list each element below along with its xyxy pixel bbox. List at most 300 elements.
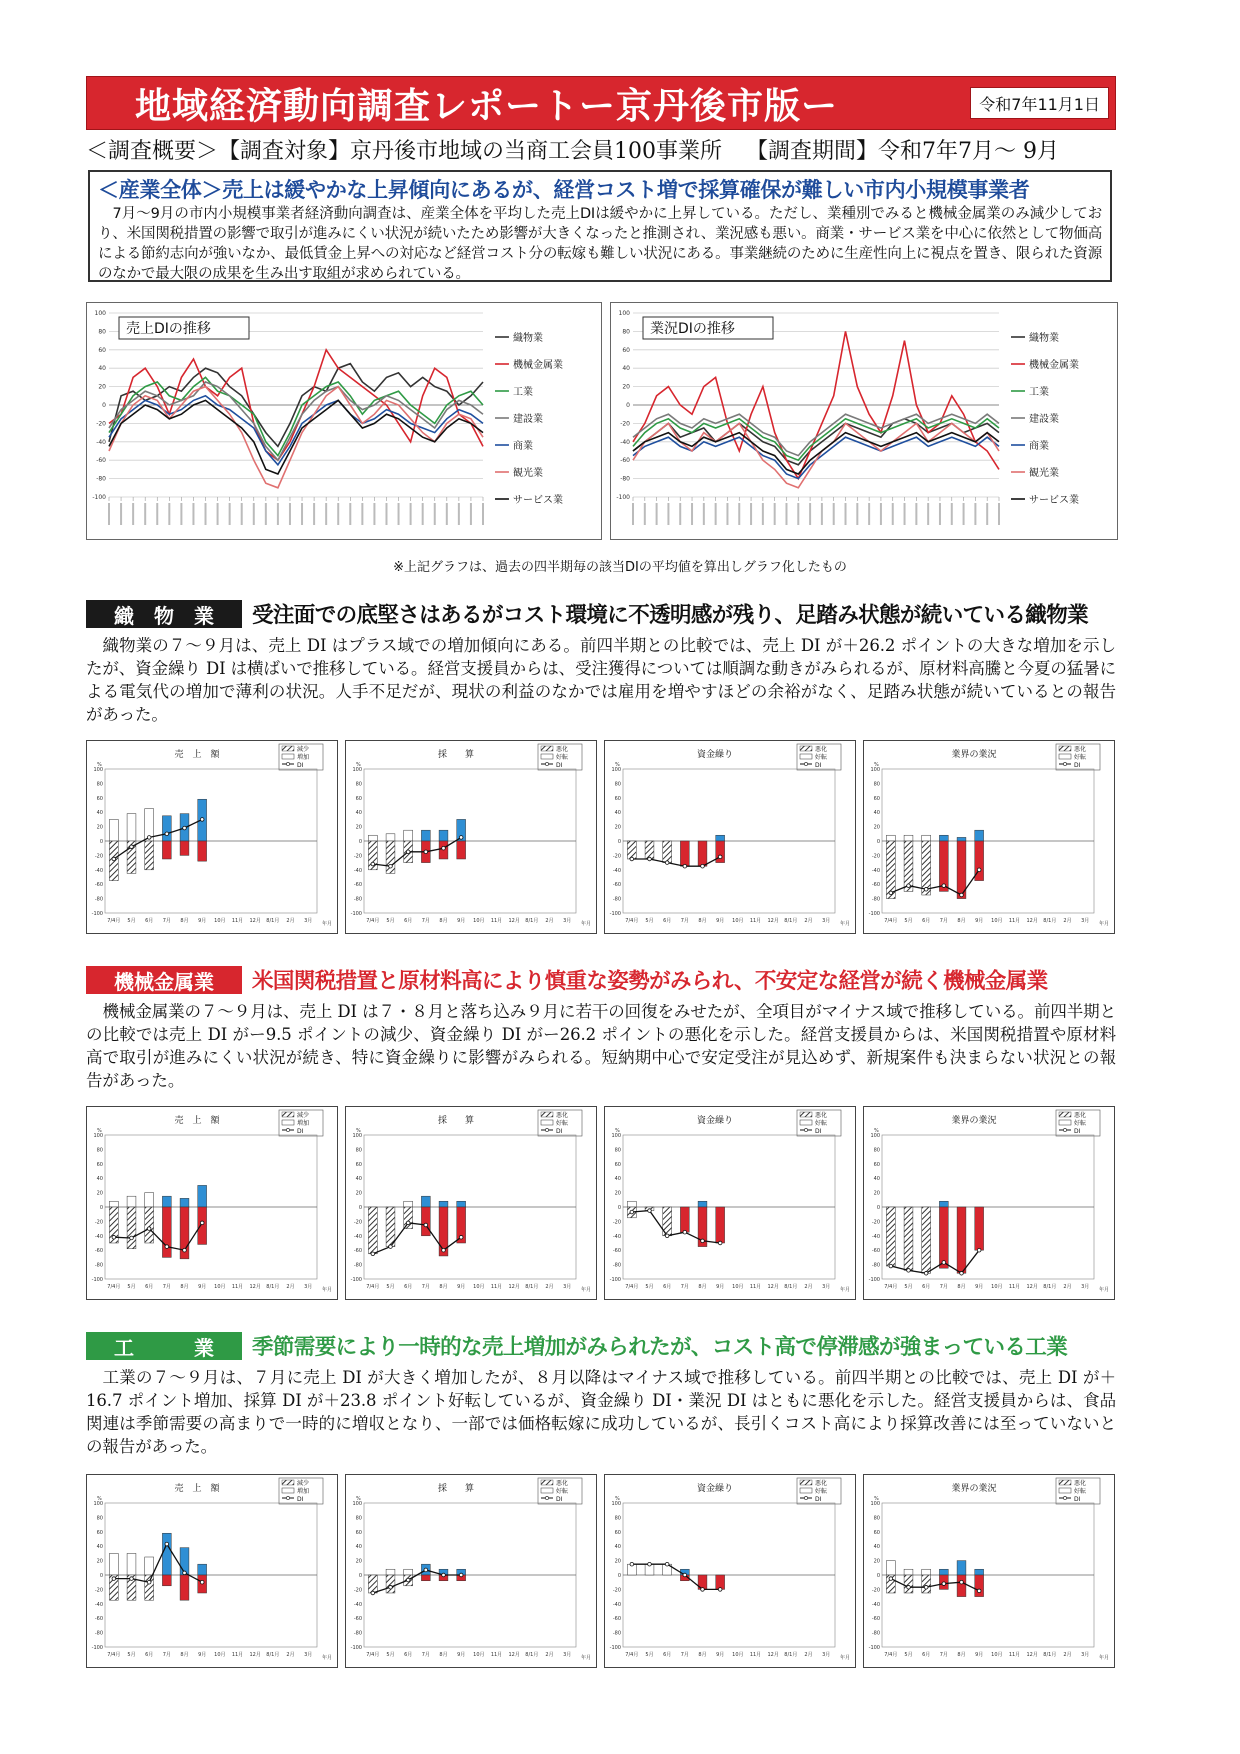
y-tick-label: -100 <box>609 1277 621 1283</box>
bar-negative <box>145 1575 154 1600</box>
y-tick-label: 80 <box>873 781 880 788</box>
bar-positive <box>904 1569 913 1575</box>
x-tick-label: 11月 <box>1008 1284 1021 1290</box>
x-tick-label: 11月 <box>231 918 244 924</box>
legend-label: 好転 <box>815 754 828 761</box>
x-tick-label: 7月 <box>680 1284 689 1290</box>
x-tick-label: 7/4月 <box>625 1284 639 1290</box>
y-tick-label: -80 <box>871 1630 880 1637</box>
di-point <box>147 1580 151 1584</box>
x-tick-label-mark <box>726 503 728 525</box>
y-tick-label: 100 <box>94 310 106 317</box>
legend-label: 悪化 <box>815 746 828 753</box>
x-tick-label: 7月 <box>939 918 948 924</box>
bar-negative <box>922 1207 931 1273</box>
y-tick-label: -40 <box>94 867 103 874</box>
x-tick-label-mark <box>715 503 717 525</box>
di-point <box>977 1248 981 1252</box>
di-point <box>683 864 687 868</box>
legend-label: DI <box>556 1128 563 1135</box>
x-tick-label: 8月 <box>180 918 189 924</box>
x-tick-label-mark <box>120 503 122 525</box>
y-tick-label: 40 <box>614 1176 621 1183</box>
y-tick-label: -20 <box>612 1587 621 1594</box>
di-point <box>718 855 722 859</box>
x-tick-label: 8月 <box>439 1652 448 1658</box>
bar-positive <box>975 830 984 841</box>
legend-label: 増加 <box>297 1120 310 1127</box>
x-tick-label-mark <box>904 503 906 525</box>
y-tick-label: 80 <box>622 328 630 336</box>
legend-label: 好転 <box>1074 1488 1087 1495</box>
x-tick-label: 3月 <box>1081 1652 1090 1658</box>
x-tick-label: 5月 <box>386 1652 395 1658</box>
y-tick-label: -60 <box>612 1248 621 1255</box>
y-tick-label: 60 <box>873 795 880 802</box>
x-tick-label-mark <box>738 503 740 525</box>
x-tick-label-mark <box>398 503 400 525</box>
outline-label: ＜調査概要＞ <box>86 139 219 164</box>
x-tick-label: 9月 <box>716 1284 725 1290</box>
bar-positive <box>957 1561 966 1575</box>
x-tick-label-mark <box>762 503 764 525</box>
legend-label: 織物業 <box>513 333 543 344</box>
legend-label: 観光業 <box>513 468 543 479</box>
business-di-chart-svg <box>611 303 1117 539</box>
x-tick-label: 7月 <box>162 918 171 924</box>
legend-label: 好転 <box>556 1120 569 1127</box>
bar-negative <box>145 1207 154 1243</box>
y-tick-label: 80 <box>96 1147 103 1154</box>
y-tick-label: -60 <box>94 882 103 889</box>
sales-di-chart <box>86 302 602 540</box>
di-point <box>442 1248 446 1252</box>
legend-swatch <box>282 1480 294 1485</box>
legend-swatch <box>804 1128 807 1131</box>
legend-label: 建設業 <box>513 414 543 425</box>
legend-label: 機械金属業 <box>1029 360 1079 371</box>
y-unit-label: % <box>615 1496 620 1502</box>
x-tick-label: 9月 <box>198 918 207 924</box>
di-point <box>924 1271 928 1275</box>
legend-label: 悪化 <box>556 1112 569 1119</box>
x-tick-label: 11月 <box>749 1284 762 1290</box>
x-tick-label: 7月 <box>421 918 430 924</box>
legend-swatch <box>541 1112 553 1117</box>
di-point <box>683 1573 687 1577</box>
x-unit-label: 年月 <box>839 1287 851 1293</box>
x-tick-label: 6月 <box>404 918 413 924</box>
y-tick-label: -40 <box>620 438 630 446</box>
di-point <box>960 1580 964 1584</box>
di-point <box>683 1230 687 1234</box>
bar-positive <box>439 1201 448 1207</box>
bar-positive <box>109 1553 118 1575</box>
legend-label: DI <box>297 1128 304 1135</box>
di-point <box>701 864 705 868</box>
bar-negative <box>627 841 636 859</box>
x-tick-label: 3月 <box>1081 918 1090 924</box>
di-point <box>130 1577 134 1581</box>
mini-chart-svg <box>346 1107 596 1299</box>
outline-target: 【調査対象】京丹後市地域の当商工会員100事業所 <box>218 139 723 164</box>
bar-positive <box>127 1196 136 1207</box>
x-tick-label: 7/4月 <box>884 1284 898 1290</box>
y-tick-label: 80 <box>96 781 103 788</box>
x-tick-label: 10月 <box>214 918 226 924</box>
x-tick-label-mark <box>192 503 194 525</box>
y-tick-label: 60 <box>96 795 103 802</box>
bar-negative <box>886 841 895 899</box>
x-tick-label: 9月 <box>198 1652 207 1658</box>
y-tick-label: -100 <box>350 1277 362 1283</box>
di-point <box>889 1264 893 1268</box>
y-tick-label: -100 <box>91 911 103 917</box>
di-point <box>630 1562 634 1566</box>
y-tick-label: -60 <box>94 1248 103 1255</box>
di-point <box>960 1271 964 1275</box>
x-tick-label: 2月 <box>545 918 554 924</box>
x-tick-label-mark <box>180 503 182 525</box>
x-tick-label: 5月 <box>904 1284 913 1290</box>
x-tick-label: 6月 <box>922 1284 931 1290</box>
x-tick-label: 11月 <box>749 918 762 924</box>
legend-swatch <box>541 1480 553 1485</box>
bar-negative <box>457 841 466 859</box>
y-tick-label: -20 <box>612 853 621 860</box>
x-tick-label: 11月 <box>490 918 503 924</box>
bar-negative <box>680 841 689 866</box>
x-unit-label: 年月 <box>839 1655 851 1661</box>
x-tick-label-mark <box>385 503 387 525</box>
bar-positive <box>904 835 913 841</box>
di-point <box>147 836 151 840</box>
legend-label: 増加 <box>297 754 310 761</box>
x-unit-label: 年月 <box>839 921 851 927</box>
x-tick-label-mark <box>703 503 705 525</box>
legend-label: サービス業 <box>513 495 563 506</box>
y-tick-label: 60 <box>98 346 106 354</box>
y-tick-label: 20 <box>873 1558 880 1565</box>
section-machinery-body: 機械金属業の７～９月は、売上 DI は７・８月と落ち込み９月に若干の回復をみせたが、全項目がマイナス域で推移している。前四半期との比較では売上 DI がー9.5 ポイントの減少、資金繰り DI がー26.2 ポイントの悪化を示した。経営支援員からは、米国関税措置や原材料高で取引が進みにくい状況が続き、特に資金繰りに影響がみられる。短納期中心で安定受注が見込めず、新規案件も決まらない状況との報告があった。 <box>86 1002 1116 1090</box>
x-tick-label: 3月 <box>822 1284 831 1290</box>
y-tick-label: 80 <box>873 1515 880 1522</box>
x-tick-label: 8/1月 <box>1043 1284 1057 1290</box>
x-tick-label-mark <box>974 503 976 525</box>
x-tick-label: 10月 <box>991 1652 1003 1658</box>
x-tick-label: 11月 <box>1008 918 1021 924</box>
y-tick-label: 100 <box>611 767 621 773</box>
y-tick-label: 0 <box>99 1205 103 1211</box>
bar-positive <box>404 1569 413 1575</box>
mini-chart-title: 業界の業況 <box>951 750 997 760</box>
di-point <box>183 1571 187 1575</box>
y-tick-label: -40 <box>871 1233 880 1240</box>
x-tick-label-mark <box>265 503 267 525</box>
x-tick-label-mark <box>361 503 363 525</box>
di-point <box>718 1241 722 1245</box>
y-tick-label: -20 <box>94 1587 103 1594</box>
legend-swatch <box>804 1496 807 1499</box>
mini-chart-title: 資金繰り <box>696 1484 734 1494</box>
section-machinery-title <box>86 964 1116 998</box>
x-unit-label: 年月 <box>321 1287 333 1293</box>
legend-swatch <box>1063 1496 1066 1499</box>
x-tick-label: 12月 <box>1026 1284 1038 1290</box>
x-tick-label: 6月 <box>145 1284 154 1290</box>
x-tick-label-mark <box>986 503 988 525</box>
y-tick-label: 40 <box>355 1544 362 1551</box>
x-tick-label: 10月 <box>473 1284 485 1290</box>
y-tick-label: -40 <box>871 1601 880 1608</box>
x-tick-label-mark <box>632 503 634 525</box>
y-tick-label: 60 <box>355 1161 362 1168</box>
y-tick-label: 40 <box>873 1176 880 1183</box>
bar-negative <box>904 1575 913 1593</box>
di-point <box>371 1252 375 1256</box>
di-point <box>648 1562 652 1566</box>
summary-body: 7月～9月の市内小規模事業者経済動向調査は、産業全体を平均した売上DIは緩やかに上昇している。ただし、業種別でみると機械金属業のみ減少しており、米国関税措置の影響で取引が進みにくい状況が続いたため影響が大きくなったと推測され、業況感も悪い。商業・サービス業を中心に依然として物価高による節約志向が強いなか、最低賃金上昇への対応など経営コスト分の転嫁も難しい状況にある。事業継続のために生産性向上に視点を置き、限られた資源のなかで最大限の成果を生み出す取組が求められている。 <box>98 206 1102 282</box>
summary-box <box>88 170 1112 282</box>
y-tick-label: 80 <box>873 1147 880 1154</box>
bar-negative <box>698 841 707 866</box>
legend-swatch <box>541 1488 553 1493</box>
y-tick-label: 0 <box>358 839 362 845</box>
x-tick-label: 7/4月 <box>107 918 121 924</box>
bar-positive <box>162 1196 171 1207</box>
y-tick-label: 60 <box>355 1529 362 1536</box>
x-tick-label: 8/1月 <box>266 918 280 924</box>
x-tick-label-mark <box>253 503 255 525</box>
x-tick-label: 3月 <box>304 918 313 924</box>
legend-label: 好転 <box>556 1488 569 1495</box>
x-tick-label-mark <box>108 503 110 525</box>
x-tick-label: 3月 <box>1081 1284 1090 1290</box>
y-tick-label: 20 <box>96 1558 103 1565</box>
y-tick-label: 80 <box>355 1147 362 1154</box>
bar-negative <box>404 1207 413 1229</box>
x-tick-label: 5月 <box>127 918 136 924</box>
x-tick-label: 9月 <box>975 1284 984 1290</box>
x-tick-label: 8月 <box>698 1652 707 1658</box>
x-tick-label: 5月 <box>645 918 654 924</box>
legend-swatch <box>1059 1488 1071 1493</box>
bar-negative <box>716 1207 725 1243</box>
x-unit-label: 年月 <box>321 921 333 927</box>
mini-chart-svg <box>605 1107 855 1299</box>
x-unit-label: 年月 <box>580 1655 592 1661</box>
x-tick-label-mark <box>458 503 460 525</box>
legend-label: 悪化 <box>1074 1112 1087 1119</box>
textile-sales-chart <box>86 740 338 934</box>
di-point <box>406 1578 410 1582</box>
legend-swatch <box>800 1120 812 1125</box>
x-tick-label: 7月 <box>421 1284 430 1290</box>
x-tick-label: 8月 <box>957 1652 966 1658</box>
x-tick-label: 5月 <box>386 1284 395 1290</box>
bar-negative <box>198 1207 207 1244</box>
bar-positive <box>886 1561 895 1575</box>
y-tick-label: -80 <box>871 1262 880 1269</box>
y-tick-label: 100 <box>352 767 362 773</box>
x-tick-label: 12月 <box>508 1284 520 1290</box>
section-textile-body: 織物業の７～９月は、売上 DI はプラス域での増加傾向にある。前四半期との比較では、売上 DI が＋26.2 ポイントの大きな増加を示したが、資金繰り DI は横ばいで推移している。経営支援員からは、受注獲得については順調な動きがみられるが、原材料高騰と今夏の猛暑による電気代の増加で薄利の状況。人手不足だが、現状の利益のなかでは雇用を増やすほどの余裕がなく、足踏み状態が続いているとの報告があった。 <box>86 636 1116 724</box>
y-tick-label: 80 <box>614 781 621 788</box>
x-tick-label: 7月 <box>162 1284 171 1290</box>
y-tick-label: -40 <box>353 867 362 874</box>
x-tick-label: 8/1月 <box>525 1652 539 1658</box>
legend-label: 減少 <box>297 746 310 753</box>
y-tick-label: 0 <box>876 1205 880 1211</box>
x-tick-label: 9月 <box>457 1284 466 1290</box>
di-point <box>924 887 928 891</box>
legend-swatch <box>282 1120 294 1125</box>
di-point <box>924 1585 928 1589</box>
bar-negative <box>145 841 154 870</box>
bar-negative <box>368 1207 377 1254</box>
x-tick-label: 8月 <box>180 1284 189 1290</box>
legend-label: 減少 <box>297 1480 310 1487</box>
legend-label: 機械金属業 <box>513 360 563 371</box>
mini-chart-svg <box>87 1107 337 1299</box>
legend-swatch <box>286 1128 289 1131</box>
bar-positive <box>180 1198 189 1207</box>
bar-negative <box>386 1575 395 1593</box>
x-unit-label: 年月 <box>580 921 592 927</box>
y-tick-label: 40 <box>873 810 880 817</box>
x-unit-label: 年月 <box>1098 1287 1110 1293</box>
di-point <box>183 1248 187 1252</box>
x-tick-label: 7/4月 <box>884 918 898 924</box>
y-unit-label: % <box>356 1496 361 1502</box>
x-tick-label-mark <box>470 503 472 525</box>
x-tick-label: 7/4月 <box>366 918 380 924</box>
bar-positive <box>386 1569 395 1575</box>
di-point <box>889 1577 893 1581</box>
x-tick-label: 7/4月 <box>107 1652 121 1658</box>
x-tick-label: 8/1月 <box>784 1652 798 1658</box>
x-tick-label: 2月 <box>804 1652 813 1658</box>
x-tick-label: 11月 <box>490 1284 503 1290</box>
x-tick-label-mark <box>951 503 953 525</box>
x-tick-label: 8月 <box>439 1284 448 1290</box>
bar-negative <box>957 1207 966 1273</box>
x-unit-label: 年月 <box>321 1655 333 1661</box>
y-tick-label: 20 <box>96 824 103 831</box>
sales-di-chart-svg <box>87 303 601 539</box>
x-tick-label: 2月 <box>286 1284 295 1290</box>
x-tick-label: 9月 <box>198 1284 207 1290</box>
x-tick-label-mark <box>482 503 484 525</box>
mini-chart-title: 売 上 額 <box>174 1116 220 1126</box>
y-tick-label: 40 <box>96 810 103 817</box>
mini-chart-svg <box>87 1475 337 1667</box>
x-tick-label: 5月 <box>645 1652 654 1658</box>
di-point <box>130 1236 134 1240</box>
x-tick-label-mark <box>410 503 412 525</box>
legend-swatch <box>541 746 553 751</box>
bar-positive <box>957 837 966 841</box>
y-tick-label: -40 <box>871 867 880 874</box>
legend-swatch <box>1063 762 1066 765</box>
industry-business-chart <box>863 1474 1115 1668</box>
x-tick-label-mark <box>446 503 448 525</box>
x-tick-label: 8/1月 <box>1043 918 1057 924</box>
x-tick-label: 9月 <box>975 1652 984 1658</box>
x-tick-label-mark <box>963 503 965 525</box>
y-unit-label: % <box>356 1128 361 1134</box>
legend-label: DI <box>556 1496 563 1503</box>
x-tick-label: 3月 <box>563 1652 572 1658</box>
x-tick-label: 7/4月 <box>625 918 639 924</box>
di-point <box>112 857 116 861</box>
y-tick-label: -100 <box>350 911 362 917</box>
x-tick-label-mark <box>168 503 170 525</box>
y-unit-label: % <box>97 1496 102 1502</box>
y-tick-label: 40 <box>614 810 621 817</box>
x-tick-label-mark <box>679 503 681 525</box>
x-tick-label: 5月 <box>127 1652 136 1658</box>
x-tick-label: 7月 <box>680 918 689 924</box>
y-tick-label: 40 <box>873 1544 880 1551</box>
x-tick-label: 3月 <box>304 1284 313 1290</box>
industry-cash-chart <box>604 1474 856 1668</box>
mini-chart-svg <box>346 741 596 933</box>
legend-label: DI <box>815 762 822 769</box>
machinery-sales-chart <box>86 1106 338 1300</box>
x-tick-label-mark <box>774 503 776 525</box>
y-tick-label: -80 <box>353 1262 362 1269</box>
x-tick-label-mark <box>217 503 219 525</box>
legend-label: 商業 <box>1029 441 1049 452</box>
di-point <box>960 893 964 897</box>
legend-label: DI <box>1074 762 1081 769</box>
legend-swatch <box>800 1488 812 1493</box>
y-unit-label: % <box>97 1128 102 1134</box>
y-tick-label: 20 <box>873 824 880 831</box>
bar-positive <box>939 1569 948 1575</box>
y-tick-label: 100 <box>611 1133 621 1139</box>
y-tick-label: 20 <box>614 1558 621 1565</box>
x-tick-label: 2月 <box>1063 918 1072 924</box>
x-tick-label: 7/4月 <box>107 1284 121 1290</box>
y-tick-label: 100 <box>870 1501 880 1507</box>
x-tick-label: 7月 <box>162 1652 171 1658</box>
y-tick-label: 20 <box>622 383 630 391</box>
y-tick-label: 40 <box>96 1176 103 1183</box>
y-tick-label: -100 <box>609 1645 621 1651</box>
bar-negative <box>127 1207 136 1249</box>
legend-swatch <box>1063 1128 1066 1131</box>
legend-label: 好転 <box>815 1120 828 1127</box>
x-tick-label: 6月 <box>404 1652 413 1658</box>
y-tick-label: 0 <box>99 1573 103 1579</box>
mini-chart-svg <box>864 1107 1114 1299</box>
mini-chart-svg <box>605 741 855 933</box>
x-tick-label-mark <box>915 503 917 525</box>
y-tick-label: -80 <box>96 475 106 483</box>
mini-chart-title: 採 算 <box>437 1116 475 1126</box>
di-point <box>406 850 410 854</box>
section-textile-tag: 織 物 業 <box>86 600 242 628</box>
mini-chart-title: 売 上 額 <box>174 750 220 760</box>
legend-swatch <box>541 754 553 759</box>
di-point <box>701 1588 705 1592</box>
x-tick-label: 6月 <box>404 1284 413 1290</box>
y-tick-label: -20 <box>353 1219 362 1226</box>
x-tick-label-mark <box>241 503 243 525</box>
x-tick-label: 7月 <box>680 1652 689 1658</box>
